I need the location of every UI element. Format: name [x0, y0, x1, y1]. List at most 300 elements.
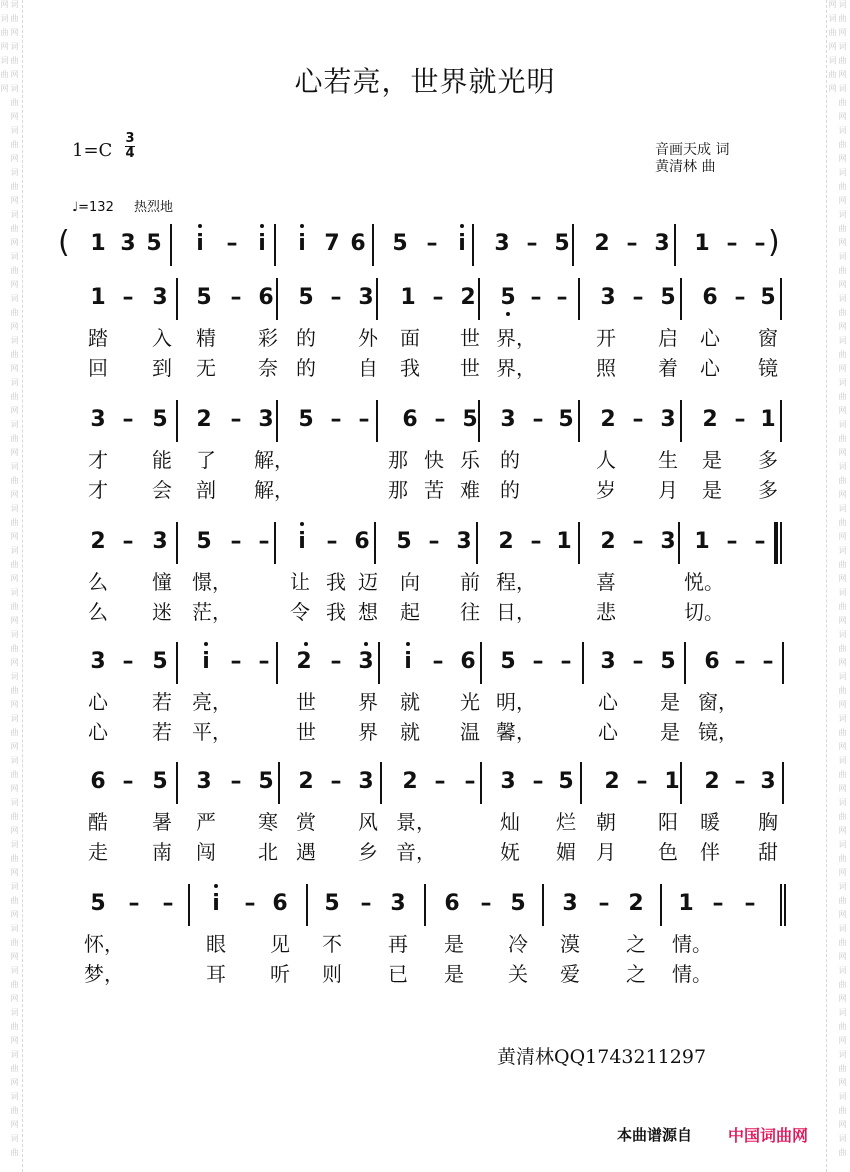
lyric-verse-2: 就 — [400, 720, 420, 744]
lyric-verse-2: 镜 — [758, 356, 778, 380]
lyric-verse-2: 我 — [326, 600, 346, 624]
lyric-verse-1: 向 — [400, 570, 420, 594]
score-note: 6 — [272, 891, 288, 916]
score-note: 5 — [510, 891, 526, 916]
score-note: – — [754, 529, 766, 554]
lyric-verse-2: 是 — [444, 962, 464, 986]
intro-note: – — [754, 231, 766, 256]
lyric-verse-1: 是 — [444, 932, 464, 956]
score-note: – — [432, 649, 444, 674]
intro-note: i — [196, 231, 204, 256]
lyric-verse-2: 则 — [322, 962, 342, 986]
score-note: – — [464, 769, 476, 794]
lyric-verse-1: 是 — [702, 448, 722, 472]
bar-line — [542, 884, 544, 926]
lyric-verse-1: 世 — [460, 326, 480, 350]
score-note: – — [744, 891, 756, 916]
lyric-verse-2: 情。 — [672, 962, 712, 986]
intro-note: 1 — [90, 231, 106, 256]
score-note: – — [480, 891, 492, 916]
lyric-verse-1: 情。 — [672, 932, 712, 956]
score-note: – — [532, 769, 544, 794]
lyric-verse-1: 之 — [626, 932, 646, 956]
lyric-verse-2: 听 — [270, 962, 290, 986]
score-note: 3 — [90, 407, 106, 432]
lyric-verse-1: 才 — [88, 448, 108, 472]
intro-note: 3 — [120, 231, 136, 256]
score-note: 1 — [400, 285, 416, 310]
lyric-verse-2: 伴 — [700, 840, 720, 864]
score-note: 2 — [628, 891, 644, 916]
score-note: 6 — [402, 407, 418, 432]
intro-note: – — [726, 231, 738, 256]
score-note: – — [230, 769, 242, 794]
bar-line — [424, 884, 426, 926]
score-note: 3 — [358, 285, 374, 310]
site-name: 中国词曲网 — [728, 1126, 809, 1145]
score-note: 6 — [704, 649, 720, 674]
intro-note: 2 — [594, 231, 610, 256]
score-note: – — [632, 285, 644, 310]
lyric-verse-1: 憬， — [192, 570, 232, 594]
lyric-verse-1: 能 — [152, 448, 172, 472]
bar-line — [780, 522, 782, 564]
expression-marking: 热烈地 — [133, 200, 173, 215]
key-signature: 1=C — [72, 140, 113, 161]
lyric-verse-1: 生 — [658, 448, 678, 472]
bar-line — [274, 224, 276, 266]
lyric-verse-1: 若 — [152, 690, 172, 714]
bar-line — [684, 642, 686, 684]
lyric-verse-1: 彩 — [258, 326, 278, 350]
score-note: 6 — [354, 529, 370, 554]
score-note: – — [330, 407, 342, 432]
score-note: 2 — [498, 529, 514, 554]
score-note: – — [762, 649, 774, 674]
lyric-verse-1: 启 — [658, 326, 678, 350]
score-note: 1 — [678, 891, 694, 916]
lyric-verse-2: 心 — [700, 356, 720, 380]
lyric-verse-1: 景， — [396, 810, 436, 834]
bar-line — [472, 224, 474, 266]
score-note: 5 — [760, 285, 776, 310]
lyric-verse-1: 心 — [700, 326, 720, 350]
score-note: – — [230, 285, 242, 310]
bar-line — [378, 642, 380, 684]
meter-top: 3 — [125, 131, 135, 146]
lyric-verse-2: 已 — [388, 962, 408, 986]
lyric-verse-2: 回 — [88, 356, 108, 380]
lyric-verse-2: 无 — [196, 356, 216, 380]
score-note: – — [122, 285, 134, 310]
score-note: 5 — [152, 407, 168, 432]
lyric-verse-1: 喜 — [596, 570, 616, 594]
lyric-verse-1: 怀， — [84, 932, 124, 956]
score-note: 2 — [600, 529, 616, 554]
bar-line — [776, 522, 778, 564]
bar-line — [376, 278, 378, 320]
left-margin-line — [22, 0, 23, 1172]
score-note: 3 — [500, 407, 516, 432]
lyric-verse-1: 朝 — [596, 810, 616, 834]
score-note: – — [326, 529, 338, 554]
score-note: 3 — [660, 407, 676, 432]
lyric-verse-1: 漠 — [560, 932, 580, 956]
lyric-verse-1: 是 — [660, 690, 680, 714]
bar-line — [176, 278, 178, 320]
lyric-verse-1: 界 — [358, 690, 378, 714]
score-note: – — [636, 769, 648, 794]
intro-note: 3 — [494, 231, 510, 256]
intro-note: i — [458, 231, 466, 256]
lyric-verse-2: 是 — [702, 478, 722, 502]
lyric-verse-1: 乐 — [460, 448, 480, 472]
watermark-left: 词曲网词曲网词曲网词曲网词曲网词曲网词曲网词曲网词曲网词曲网词曲网词曲网词曲网词曲网词曲网词曲网词曲网词曲网词曲网词曲网词曲网词曲网词曲网词曲网词曲网词曲网词曲网词曲网词曲网词曲网 — [0, 0, 19, 1162]
bar-line — [572, 224, 574, 266]
lyric-verse-2: 日， — [496, 600, 536, 624]
lyric-verse-2: 界， — [496, 356, 536, 380]
score-note: – — [734, 649, 746, 674]
source-label: 本曲谱源自 — [617, 1126, 693, 1144]
score-note: 1 — [694, 529, 710, 554]
score-note: – — [244, 891, 256, 916]
lyric-verse-1: 阳 — [658, 810, 678, 834]
score-note: – — [530, 529, 542, 554]
lyric-verse-2: 世 — [460, 356, 480, 380]
score-note: – — [122, 769, 134, 794]
intro-note: i — [258, 231, 266, 256]
bar-line — [780, 884, 782, 926]
intro-note: 3 — [654, 231, 670, 256]
score-note: – — [432, 285, 444, 310]
score-note: – — [162, 891, 174, 916]
lyric-verse-1: 前 — [460, 570, 480, 594]
bar-line — [680, 762, 682, 804]
lyric-verse-2: 苦 — [424, 478, 444, 502]
score-note: 5 — [558, 769, 574, 794]
lyric-verse-1: 心 — [88, 690, 108, 714]
lyric-verse-1: 那 — [388, 448, 408, 472]
score-note: 5 — [660, 649, 676, 674]
octave-dot — [300, 224, 304, 228]
lyric-verse-2: 起 — [400, 600, 420, 624]
lyric-verse-2: 温 — [460, 720, 480, 744]
bar-line — [478, 400, 480, 442]
score-note: – — [598, 891, 610, 916]
octave-dot-below — [506, 312, 510, 316]
octave-dot — [214, 884, 218, 888]
intro-note: – — [626, 231, 638, 256]
score-note: 6 — [460, 649, 476, 674]
lyric-verse-1: 窗 — [758, 326, 778, 350]
lyric-verse-2: 走 — [88, 840, 108, 864]
lyric-verse-1: 暑 — [152, 810, 172, 834]
score-note: 3 — [600, 285, 616, 310]
lyric-verse-2: 是 — [660, 720, 680, 744]
score-note: i — [212, 891, 220, 916]
score-note: 6 — [90, 769, 106, 794]
tempo-marking — [72, 196, 173, 215]
bar-line — [578, 400, 580, 442]
score-note: – — [122, 529, 134, 554]
score-note: – — [122, 407, 134, 432]
score-note: – — [532, 407, 544, 432]
bar-line — [278, 762, 280, 804]
lyric-verse-1: 亮， — [192, 690, 232, 714]
score-note: 5 — [152, 769, 168, 794]
intro-note: 5 — [554, 231, 570, 256]
composer-credit: 黄清林 曲 — [655, 159, 716, 175]
score-note: 3 — [196, 769, 212, 794]
score-note: – — [230, 407, 242, 432]
score-note: 5 — [324, 891, 340, 916]
lyric-verse-1: 严 — [196, 810, 216, 834]
lyric-verse-1: 迈 — [358, 570, 378, 594]
score-note: 2 — [702, 407, 718, 432]
score-note: 2 — [298, 769, 314, 794]
lyric-verse-2: 若 — [152, 720, 172, 744]
lyric-verse-2: 之 — [626, 962, 646, 986]
score-note: – — [258, 649, 270, 674]
lyric-verse-1: 快 — [424, 448, 444, 472]
score-note: – — [258, 529, 270, 554]
score-note: 2 — [704, 769, 720, 794]
score-note: 5 — [298, 285, 314, 310]
score-note: – — [632, 529, 644, 554]
score-note: – — [712, 891, 724, 916]
lyric-verse-2: 想 — [358, 600, 378, 624]
lyric-verse-2: 往 — [460, 600, 480, 624]
score-note: 5 — [500, 285, 516, 310]
score-note: 2 — [196, 407, 212, 432]
intro-note: 7 — [324, 231, 340, 256]
bar-line — [188, 884, 190, 926]
score-note: 2 — [460, 285, 476, 310]
intro-note: 1 — [694, 231, 710, 256]
bar-line — [480, 642, 482, 684]
lyric-verse-1: 再 — [388, 932, 408, 956]
score-note: – — [532, 649, 544, 674]
lyric-verse-2: 心 — [598, 720, 618, 744]
score-note: 5 — [196, 285, 212, 310]
lyric-verse-1: 暖 — [700, 810, 720, 834]
lyric-verse-2: 照 — [596, 356, 616, 380]
lyric-verse-1: 入 — [152, 326, 172, 350]
lyric-verse-2: 解， — [254, 478, 294, 502]
lyric-verse-1: 憧 — [152, 570, 172, 594]
score-note: 3 — [760, 769, 776, 794]
lyric-verse-2: 难 — [460, 478, 480, 502]
lyric-verse-1: 我 — [326, 570, 346, 594]
score-note: 3 — [90, 649, 106, 674]
score-note: – — [128, 891, 140, 916]
lyric-verse-1: 的 — [296, 326, 316, 350]
score-note: – — [330, 285, 342, 310]
lyric-verse-1: 的 — [500, 448, 520, 472]
score-note: – — [230, 649, 242, 674]
lyric-verse-1: 界， — [496, 326, 536, 350]
octave-dot — [304, 642, 308, 646]
score-note: 5 — [152, 649, 168, 674]
score-note: 3 — [562, 891, 578, 916]
time-signature — [125, 133, 135, 160]
close-paren: ) — [768, 225, 780, 260]
intro-note: – — [426, 231, 438, 256]
bar-line — [580, 762, 582, 804]
score-note: 5 — [462, 407, 478, 432]
lyric-verse-2: 那 — [388, 478, 408, 502]
score-note: i — [298, 529, 306, 554]
score-note: 1 — [760, 407, 776, 432]
score-note: i — [404, 649, 412, 674]
lyric-verse-2: 会 — [152, 478, 172, 502]
bar-line — [660, 884, 662, 926]
lyric-verse-1: 心 — [598, 690, 618, 714]
score-note: 1 — [556, 529, 572, 554]
score-note: – — [560, 649, 572, 674]
lyric-verse-2: 我 — [400, 356, 420, 380]
octave-dot — [460, 224, 464, 228]
lyric-verse-1: 程， — [496, 570, 536, 594]
score-note: 5 — [90, 891, 106, 916]
octave-dot — [204, 642, 208, 646]
bar-line — [276, 400, 278, 442]
score-note: 3 — [660, 529, 676, 554]
score-note: 5 — [500, 649, 516, 674]
intro-note: – — [226, 231, 238, 256]
bar-line — [674, 224, 676, 266]
song-title: 心若亮，世界就光明 — [294, 65, 556, 98]
lyric-verse-1: 悦。 — [684, 570, 724, 594]
lyric-verse-1: 让 — [290, 570, 310, 594]
bar-line — [176, 642, 178, 684]
score-note: 2 — [402, 769, 418, 794]
lyric-verse-2: 奈 — [258, 356, 278, 380]
score-note: – — [530, 285, 542, 310]
score-note: 6 — [702, 285, 718, 310]
score-note: 3 — [500, 769, 516, 794]
lyric-verse-2: 悲 — [596, 600, 616, 624]
score-note: 3 — [358, 769, 374, 794]
octave-dot — [364, 642, 368, 646]
bar-line — [678, 522, 680, 564]
score-note: 3 — [456, 529, 472, 554]
lyricist-credit: 音画天成 词 — [655, 142, 730, 158]
score-note: – — [632, 407, 644, 432]
score-note: 3 — [358, 649, 374, 674]
bar-line — [476, 522, 478, 564]
lyric-verse-2: 平， — [192, 720, 232, 744]
bar-line — [274, 522, 276, 564]
lyric-verse-2: 北 — [258, 840, 278, 864]
lyric-verse-1: 面 — [400, 326, 420, 350]
open-paren: ( — [58, 225, 70, 260]
lyric-verse-1: 明， — [496, 690, 536, 714]
score-note: – — [360, 891, 372, 916]
lyric-verse-2: 自 — [358, 356, 378, 380]
lyric-verse-1: 灿 — [500, 810, 520, 834]
score-note: – — [734, 285, 746, 310]
score-note: 3 — [390, 891, 406, 916]
lyric-verse-1: 胸 — [758, 810, 778, 834]
score-note: 3 — [152, 285, 168, 310]
lyric-verse-2: 着 — [658, 356, 678, 380]
lyric-verse-2: 的 — [500, 478, 520, 502]
score-note: 5 — [196, 529, 212, 554]
score-note: – — [428, 529, 440, 554]
lyric-verse-1: 光 — [460, 690, 480, 714]
lyric-verse-2: 世 — [296, 720, 316, 744]
score-note: 5 — [258, 769, 274, 794]
meter-bottom: 4 — [125, 146, 135, 161]
lyric-verse-2: 色 — [658, 840, 678, 864]
lyric-verse-1: 精 — [196, 326, 216, 350]
lyric-verse-2: 爱 — [560, 962, 580, 986]
lyric-verse-2: 乡 — [358, 840, 378, 864]
score-note: 5 — [660, 285, 676, 310]
bar-line — [276, 278, 278, 320]
score-note: – — [122, 649, 134, 674]
bar-line — [582, 642, 584, 684]
bar-line — [380, 762, 382, 804]
score-note: 2 — [90, 529, 106, 554]
lyric-verse-2: 梦， — [84, 962, 124, 986]
score-note: 3 — [152, 529, 168, 554]
score-note: 5 — [396, 529, 412, 554]
bar-line — [780, 278, 782, 320]
lyric-verse-1: 开 — [596, 326, 616, 350]
score-note: – — [734, 407, 746, 432]
lyric-verse-1: 眼 — [206, 932, 226, 956]
score-note: – — [726, 529, 738, 554]
lyric-verse-2: 茫， — [192, 600, 232, 624]
lyric-verse-2: 月 — [596, 840, 616, 864]
score-note: 3 — [600, 649, 616, 674]
lyric-verse-2: 剖 — [196, 478, 216, 502]
lyric-verse-1: 窗， — [698, 690, 738, 714]
lyric-verse-1: 么 — [88, 570, 108, 594]
intro-note: i — [298, 231, 306, 256]
octave-dot — [406, 642, 410, 646]
score-note: – — [632, 649, 644, 674]
lyric-verse-2: 闯 — [196, 840, 216, 864]
lyric-verse-2: 南 — [152, 840, 172, 864]
bar-line — [176, 522, 178, 564]
bar-line — [306, 884, 308, 926]
octave-dot — [198, 224, 202, 228]
score-note: 3 — [258, 407, 274, 432]
lyric-verse-2: 界 — [358, 720, 378, 744]
bar-line — [480, 762, 482, 804]
score-note: – — [358, 407, 370, 432]
lyric-verse-2: 切。 — [684, 600, 724, 624]
lyric-verse-1: 世 — [296, 690, 316, 714]
lyric-verse-2: 月 — [658, 478, 678, 502]
score-note: – — [434, 769, 446, 794]
lyric-verse-2: 的 — [296, 356, 316, 380]
bar-line — [578, 278, 580, 320]
watermark-right: 词曲网词曲网词曲网词曲网词曲网词曲网词曲网词曲网词曲网词曲网词曲网词曲网词曲网词曲网词曲网词曲网词曲网词曲网词曲网词曲网词曲网词曲网词曲网词曲网词曲网词曲网词曲网词曲网词曲网词曲网 — [828, 0, 847, 1162]
lyric-verse-1: 人 — [596, 448, 616, 472]
lyric-verse-2: 媚 — [556, 840, 576, 864]
score-note: i — [202, 649, 210, 674]
lyric-verse-1: 风 — [358, 810, 378, 834]
lyric-verse-1: 不 — [322, 932, 342, 956]
lyric-verse-2: 馨， — [496, 720, 536, 744]
lyric-verse-1: 就 — [400, 690, 420, 714]
credits — [655, 142, 729, 176]
score-note: – — [734, 769, 746, 794]
